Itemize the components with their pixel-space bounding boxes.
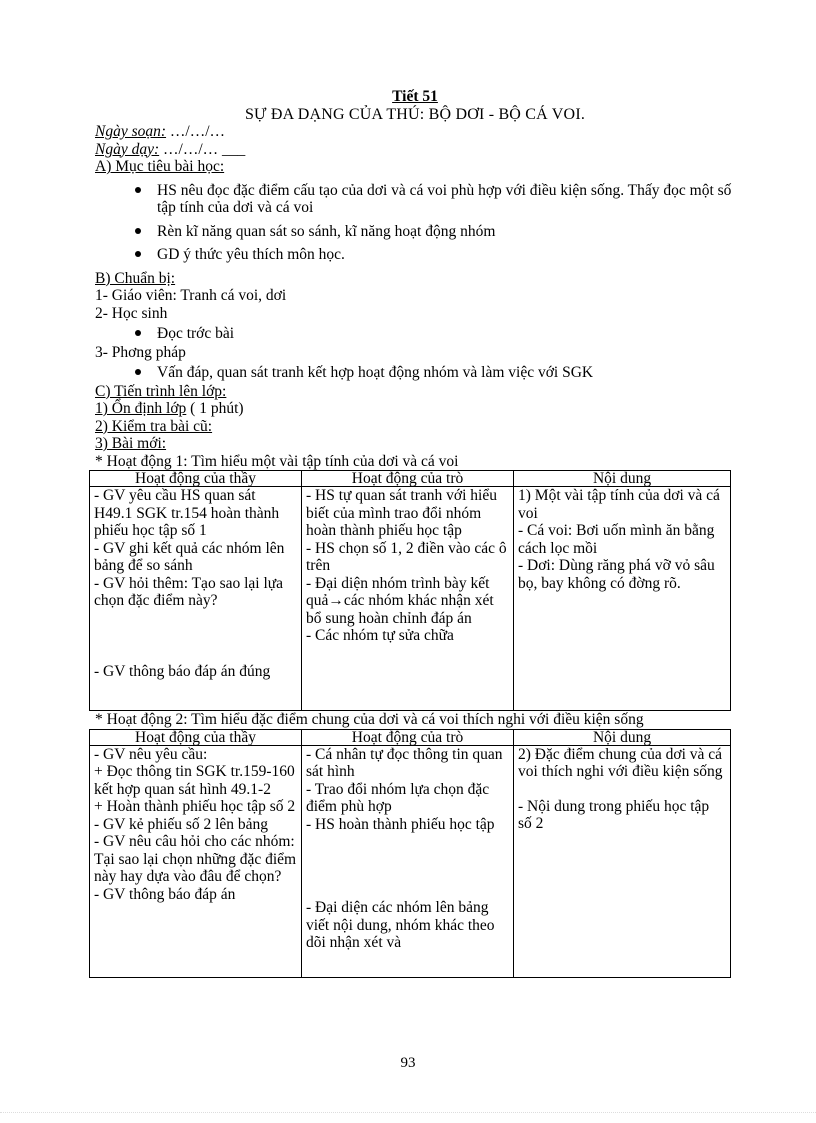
page-bottom-rule: [0, 1112, 816, 1113]
preparation-student-item: Đọc trớc bài: [95, 325, 735, 343]
process-step-1-label: 1) Ổn định lớp: [95, 400, 187, 417]
student-activity-cell: [302, 487, 514, 711]
cell-text: - GV nêu câu hỏi cho các nhóm: Tại sao lại chọn những đặc điểm này hay dựa vào đâu để chọn?: [94, 833, 297, 885]
table-row: [90, 745, 731, 977]
table-row: [90, 487, 731, 711]
cell-text: - GV kẻ phiếu số 2 lên bảng: [94, 815, 269, 833]
objective-item: HS nêu đọc đặc điểm cấu tạo của dơi và cá voi phù hợp với điều kiện sống. Thấy đọc một số tập tính của dơi và cá voi: [95, 182, 735, 217]
teach-date-value: …/…/… ___: [159, 140, 246, 158]
cell-text: + Đọc thông tin SGK tr.159-160 kết hợp quan sát hình 49.1-2: [94, 763, 295, 798]
cell-text: - HS chọn số 1, 2 điền vào các ô trên: [306, 539, 507, 574]
process-step-2: 2) Kiểm tra bài cũ:: [95, 417, 213, 435]
prep-date-value: …/…/…: [166, 123, 226, 140]
page-number: 93: [400, 1055, 416, 1071]
teach-date-label: Ngày dạy:: [95, 140, 160, 158]
objective-item: GD ý thức yêu thích môn học.: [95, 246, 735, 264]
cell-text: - GV yêu cầu HS quan sát H49.1 SGK tr.154 hoàn thành phiếu học tập số 1: [94, 487, 280, 539]
column-header: Hoạt động của thầy: [90, 729, 302, 745]
lesson-number: Tiết 51: [392, 88, 438, 105]
process-heading: C) Tiến trình lên lớp:: [95, 382, 227, 400]
cell-text: - Cá nhân tự đọc thông tin quan sát hình: [306, 745, 503, 780]
teacher-activity-cell: [90, 487, 302, 711]
preparation-method: 3- Phơng pháp: [95, 343, 186, 361]
prep-date: [95, 123, 735, 141]
preparation-method-item: Vấn đáp, quan sát tranh kết hợp hoạt động nhóm và làm việc với SGK: [95, 364, 735, 382]
cell-text: - Đại diện nhóm trình bày kết quả→các nhóm khác nhận xét bổ sung hoàn chỉnh đáp án: [306, 574, 494, 627]
prep-date-label: Ngày soạn:: [95, 123, 167, 140]
cell-text: - Đại diện các nhóm lên bảng viết nội dung, nhóm khác theo dõi nhận xét và: [306, 899, 495, 951]
cell-text: - GV hỏi thêm: Tạo sao lại lựa chọn đặc điểm này?: [94, 574, 284, 609]
teacher-activity-cell: [90, 745, 302, 977]
teach-date: [95, 141, 735, 159]
column-header: Hoạt động của trò: [302, 729, 514, 745]
activity-2-heading: * Hoạt động 2: Tìm hiểu đặc điểm chung của dơi và cá voi thích nghi với điều kiện sống: [95, 711, 644, 728]
cell-text: - HS hoàn thành phiếu học tập: [306, 815, 495, 833]
objective-item: Rèn kĩ năng quan sát so sánh, kĩ năng hoạt động nhóm: [95, 223, 735, 241]
objectives-heading: A) Mục tiêu bài học:: [95, 158, 225, 175]
cell-text: - GV thông báo đáp án: [94, 885, 236, 903]
activity-1-heading: * Hoạt động 1: Tìm hiểu một vài tập tính của dơi và cá voi: [95, 452, 459, 470]
content-cell: [514, 487, 731, 711]
preparation-method-list: [95, 364, 735, 382]
document-page: [95, 88, 735, 978]
cell-text: 2) Đặc điểm chung của dơi và cá voi thích nghi với điều kiện sống: [518, 745, 723, 780]
objectives-list: [95, 182, 735, 264]
preparation-student: 2- Học sinh: [95, 304, 168, 322]
process-step-1-rest: ( 1 phút): [186, 400, 244, 417]
cell-text: - Các nhóm tự sửa chữa: [306, 627, 454, 644]
preparation-teacher: 1- Giáo viên: Tranh cá voi, dơi: [95, 287, 287, 304]
student-activity-cell: [302, 745, 514, 977]
cell-text: - GV ghi kết quả các nhóm lên bảng để so sánh: [94, 539, 285, 574]
cell-text: - GV thông báo đáp án đúng: [94, 662, 271, 680]
cell-text: 1) Một vài tập tính của dơi và cá voi: [518, 487, 720, 522]
table-header-row: [90, 729, 731, 745]
cell-text: - Trao đổi nhóm lựa chọn đặc điểm phù hợp: [306, 780, 490, 815]
content-cell: [514, 745, 731, 977]
preparation-student-list: [95, 325, 735, 343]
cell-text: + Hoàn thành phiếu học tập số 2: [94, 798, 296, 815]
activity-2-table: [89, 729, 731, 978]
process-step-3: 3) Bài mới:: [95, 435, 167, 452]
preparation-heading: B) Chuẩn bị:: [95, 269, 176, 287]
activity-1-table: [89, 470, 731, 711]
column-header: Nội dung: [514, 471, 731, 487]
cell-text: - Dơi: Dùng răng phá vỡ vỏ sâu bọ, bay không có đờng rõ.: [518, 557, 715, 592]
column-header: Hoạt động của trò: [302, 471, 514, 487]
column-header: Hoạt động của thầy: [90, 471, 302, 487]
column-header: Nội dung: [514, 729, 731, 745]
process-step-1: [95, 400, 735, 418]
cell-text: - GV nêu yêu cầu:: [94, 745, 208, 763]
lesson-title: SỰ ĐA DẠNG CỦA THÚ: BỘ DƠI - BỘ CÁ VOI.: [244, 105, 586, 123]
cell-text: - HS tự quan sát tranh với hiểu biết của mình trao đổi nhóm hoàn thành phiếu học tập: [306, 487, 497, 539]
cell-text: - Nội dung trong phiếu học tập số 2: [518, 797, 710, 832]
cell-text: - Cá voi: Bơi uốn mình ăn bằng cách lọc mồi: [518, 522, 715, 557]
table-header-row: [90, 471, 731, 487]
